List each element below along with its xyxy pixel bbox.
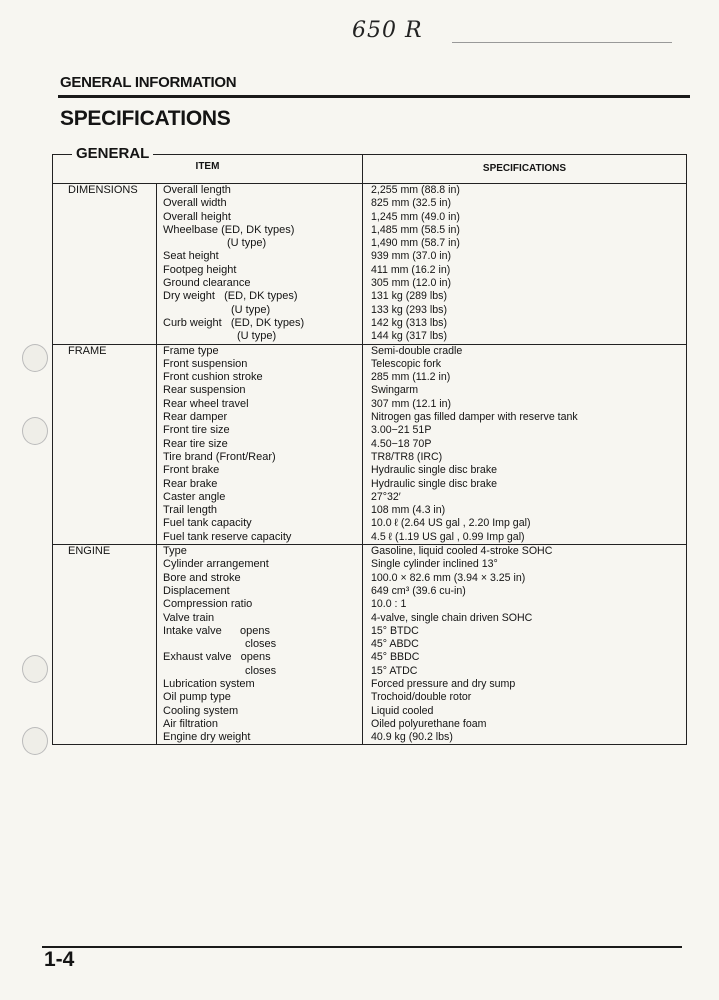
spec-value: 939 mm (37.0 in) — [371, 250, 452, 263]
spec-value: Swingarm — [371, 384, 419, 397]
spec-item: Front tire size — [163, 424, 230, 437]
spec-item: Type — [163, 545, 187, 558]
spec-item: Overall width — [163, 197, 227, 210]
page-number: 1-4 — [44, 948, 75, 971]
spec-value: 4.5 ℓ (1.19 US gal , 0.99 Imp gal) — [371, 530, 525, 543]
spec-value: 108 mm (4.3 in) — [371, 504, 446, 517]
spec-value: 1,490 mm (58.7 in) — [371, 237, 460, 250]
spec-value: Single cylinder inclined 13° — [371, 558, 498, 571]
spec-item: Bore and stroke — [163, 571, 241, 584]
spec-item: Fuel tank reserve capacity — [163, 530, 292, 543]
spec-value: 45° ABDC — [371, 638, 419, 651]
spec-value: 411 mm (16.2 in) — [371, 263, 451, 276]
spec-item: Ground clearance — [163, 277, 251, 290]
spec-item: Exhaust valve opens — [163, 651, 271, 664]
spec-value: TR8/TR8 (IRC) — [371, 450, 443, 463]
spec-item: Wheelbase (ED, DK types) — [163, 223, 295, 236]
spec-value: 649 cm³ (39.6 cu-in) — [371, 584, 466, 597]
spec-value: 4.50−18 70P — [371, 437, 432, 450]
spec-column-header: SPECIFICATIONS — [482, 163, 567, 174]
spec-item: Rear damper — [163, 411, 228, 424]
spec-column — [363, 184, 686, 344]
handwritten-underline — [452, 42, 672, 43]
spec-value: 133 kg (293 lbs) — [371, 303, 447, 316]
spec-item: Overall length — [163, 184, 231, 196]
spec-item: Rear brake — [163, 477, 218, 490]
table-body — [53, 184, 686, 744]
spec-value: 1,245 mm (49.0 in) — [371, 210, 460, 223]
spec-item: Compression ratio — [163, 598, 253, 611]
spec-value: Nitrogen gas filled damper with reserve tank — [371, 411, 578, 424]
spec-item: Front cushion stroke — [163, 371, 263, 384]
handwritten-model-note: 650 R — [352, 18, 423, 43]
spec-value: 131 kg (289 lbs) — [371, 290, 447, 303]
binder-hole-icon — [22, 344, 48, 372]
spec-value: 144 kg (317 lbs) — [371, 330, 447, 343]
spec-item: Cooling system — [163, 704, 239, 717]
spec-value: 4-valve, single chain driven SOHC — [371, 611, 533, 624]
spec-value: 3.00−21 51P — [371, 424, 432, 437]
spec-value: Trochoid/double rotor — [371, 691, 472, 704]
spec-value: 45° BBDC — [371, 651, 420, 664]
spec-item: Rear suspension — [163, 384, 246, 397]
spec-item: Trail length — [163, 504, 218, 517]
spec-value: Liquid cooled — [371, 704, 434, 717]
spec-item: closes — [245, 664, 277, 677]
spec-group-engine — [53, 545, 686, 744]
spec-item: Dry weight (ED, DK types) — [163, 290, 298, 303]
spec-group-dimensions — [53, 184, 686, 345]
footer-rule — [42, 946, 682, 948]
spec-item: Caster angle — [163, 490, 226, 503]
spec-value: Hydraulic single disc brake — [371, 464, 498, 477]
item-column — [157, 184, 363, 344]
spec-value: 2,255 mm (88.8 in) — [371, 184, 460, 196]
spec-item: (U type) — [231, 303, 271, 316]
spec-value: Gasoline, liquid cooled 4-stroke SOHC — [371, 545, 553, 558]
spec-value: 142 kg (313 lbs) — [371, 316, 447, 329]
spec-item: Rear tire size — [163, 437, 228, 450]
spec-value: 15° ATDC — [371, 664, 418, 677]
spec-item: closes — [245, 638, 277, 651]
binder-hole-icon — [22, 727, 48, 755]
spec-item: Frame type — [163, 344, 219, 357]
spec-value: 100.0 × 82.6 mm (3.94 × 3.25 in) — [371, 571, 526, 584]
spec-item: Displacement — [163, 584, 230, 597]
spec-group-frame — [53, 345, 686, 545]
spec-value: 27°32′ — [371, 490, 401, 503]
spec-item: Front brake — [163, 464, 220, 477]
group-name: DIMENSIONS — [53, 184, 157, 344]
spec-value: Telescopic fork — [371, 357, 442, 370]
spec-item: (U type) — [227, 237, 267, 250]
item-column-header: ITEM — [53, 155, 363, 183]
spec-value: 825 mm (32.5 in) — [371, 197, 452, 210]
spec-value: 10.0 ℓ (2.64 US gal , 2.20 Imp gal) — [371, 517, 531, 530]
spec-item: Cylinder arrangement — [163, 558, 269, 571]
specifications-table — [52, 154, 687, 745]
spec-value: Hydraulic single disc brake — [371, 477, 498, 490]
spec-value: Forced pressure and dry sump — [371, 677, 516, 690]
spec-item: (U type) — [237, 330, 277, 343]
page-title: SPECIFICATIONS — [60, 107, 231, 130]
spec-value: 285 mm (11.2 in) — [371, 371, 451, 384]
spec-value: 15° BTDC — [371, 624, 419, 637]
group-name: FRAME — [53, 345, 157, 544]
spec-item: Rear wheel travel — [163, 397, 249, 410]
spec-value: Semi-double cradle — [371, 344, 463, 357]
group-label: GENERAL — [72, 145, 153, 162]
spec-item: Lubrication system — [163, 677, 255, 690]
section-heading: GENERAL INFORMATION — [60, 74, 237, 91]
spec-item: Air filtration — [163, 717, 219, 730]
spec-item: Oil pump type — [163, 691, 231, 704]
item-column — [157, 545, 363, 744]
spec-value: 305 mm (12.0 in) — [371, 277, 452, 290]
spec-value: 307 mm (12.1 in) — [371, 397, 452, 410]
spec-item: Fuel tank capacity — [163, 517, 252, 530]
spec-item: Engine dry weight — [163, 731, 251, 744]
section-rule — [58, 95, 690, 98]
spec-item: Footpeg height — [163, 263, 237, 276]
item-column — [157, 345, 363, 544]
spec-item: Seat height — [163, 250, 219, 263]
spec-item: Intake valve opens — [163, 624, 271, 637]
spec-value: 10.0 : 1 — [371, 598, 407, 611]
spec-column — [363, 545, 686, 744]
spec-value: Oiled polyurethane foam — [371, 717, 487, 730]
spec-item: Tire brand (Front/Rear) — [163, 450, 276, 463]
spec-value: 1,485 mm (58.5 in) — [371, 223, 460, 236]
binder-hole-icon — [22, 417, 48, 445]
spec-item: Overall height — [163, 210, 231, 223]
spec-column — [363, 345, 686, 544]
group-name: ENGINE — [53, 545, 157, 744]
binder-hole-icon — [22, 655, 48, 683]
spec-item: Valve train — [163, 611, 215, 624]
spec-value: 40.9 kg (90.2 lbs) — [371, 731, 453, 744]
spec-item: Front suspension — [163, 357, 248, 370]
spec-item: Curb weight (ED, DK types) — [163, 316, 305, 329]
